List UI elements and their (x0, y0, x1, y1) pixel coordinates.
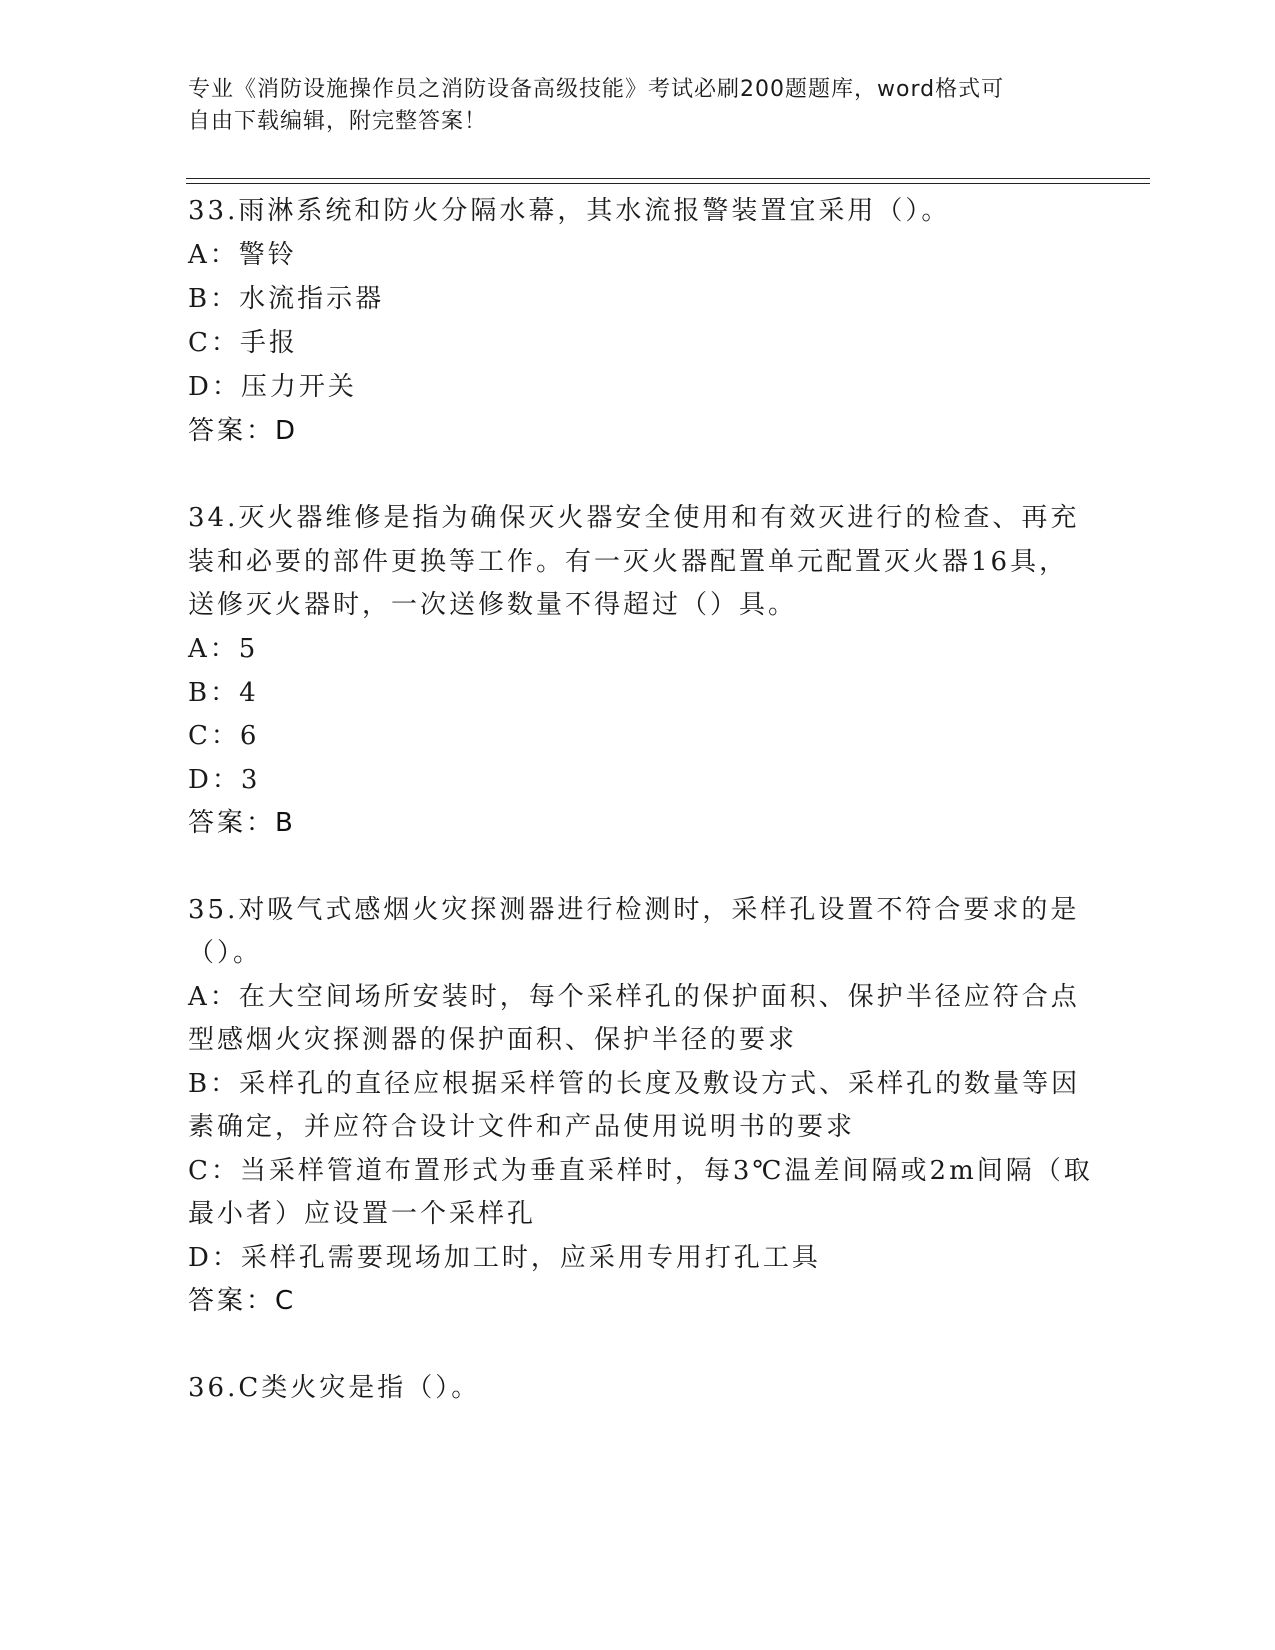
question-35-option-b-line-2: 素确定，并应符合设计文件和产品使用说明书的要求 (188, 1112, 856, 1142)
question-34-option-d: D：3 (188, 765, 261, 795)
question-33-option-a: A：警铃 (188, 240, 297, 270)
header-line-2: 自由下载编辑，附完整答案！ (188, 109, 488, 134)
question-34-stem-line-3: 送修灭火器时，一次送修数量不得超过（）具。 (188, 590, 798, 620)
question-34-answer: 答案：B (188, 808, 296, 838)
question-35-option-a-line-1: A：在大空间场所安装时，每个采样孔的保护面积、保护半径应符合点 (188, 982, 1080, 1012)
question-35-option-c-line-2: 最小者）应设置一个采样孔 (188, 1199, 537, 1229)
question-34-stem-line-2: 装和必要的部件更换等工作。有一灭火器配置单元配置灭火器16具， (188, 547, 1069, 577)
question-33-option-b: B：水流指示器 (188, 284, 385, 314)
question-34-option-b: B：4 (188, 678, 259, 708)
question-35-option-b-line-1: B：采样孔的直径应根据采样管的长度及敷设方式、采样孔的数量等因 (188, 1069, 1081, 1099)
question-33-stem: 33.雨淋系统和防火分隔水幕，其水流报警装置宜采用（）。 (188, 196, 951, 226)
question-33-option-c: C：手报 (188, 328, 298, 358)
question-34-stem-line-1: 34.灭火器维修是指为确保灭火器安全使用和有效灭进行的检查、再充 (188, 503, 1080, 533)
header-line-1: 专业《消防设施操作员之消防设备高级技能》考试必刷200题题库，word格式可 (188, 77, 1005, 102)
question-33-answer: 答案：D (188, 416, 299, 446)
question-36-stem: 36.C类火灾是指（）。 (188, 1373, 481, 1403)
question-35-option-d: D：采样孔需要现场加工时，应采用专用打孔工具 (188, 1243, 821, 1273)
header-divider-bottom (186, 183, 1150, 184)
question-35-option-a-line-2: 型感烟火灾探测器的保护面积、保护半径的要求 (188, 1025, 798, 1055)
header-divider-top (186, 178, 1150, 179)
document-header (188, 74, 1068, 138)
question-35-stem-line-2: （）。 (188, 938, 263, 968)
question-35-stem-line-1: 35.对吸气式感烟火灾探测器进行检测时，采样孔设置不符合要求的是 (188, 895, 1080, 925)
question-35-option-c-line-1: C：当采样管道布置形式为垂直采样时，每3℃温差间隔或2m间隔（取 (188, 1156, 1093, 1186)
question-34-option-a: A：5 (188, 634, 259, 664)
question-34-option-c: C：6 (188, 721, 260, 751)
question-35-answer: 答案：C (188, 1286, 297, 1316)
question-33-option-d: D：压力开关 (188, 372, 357, 402)
